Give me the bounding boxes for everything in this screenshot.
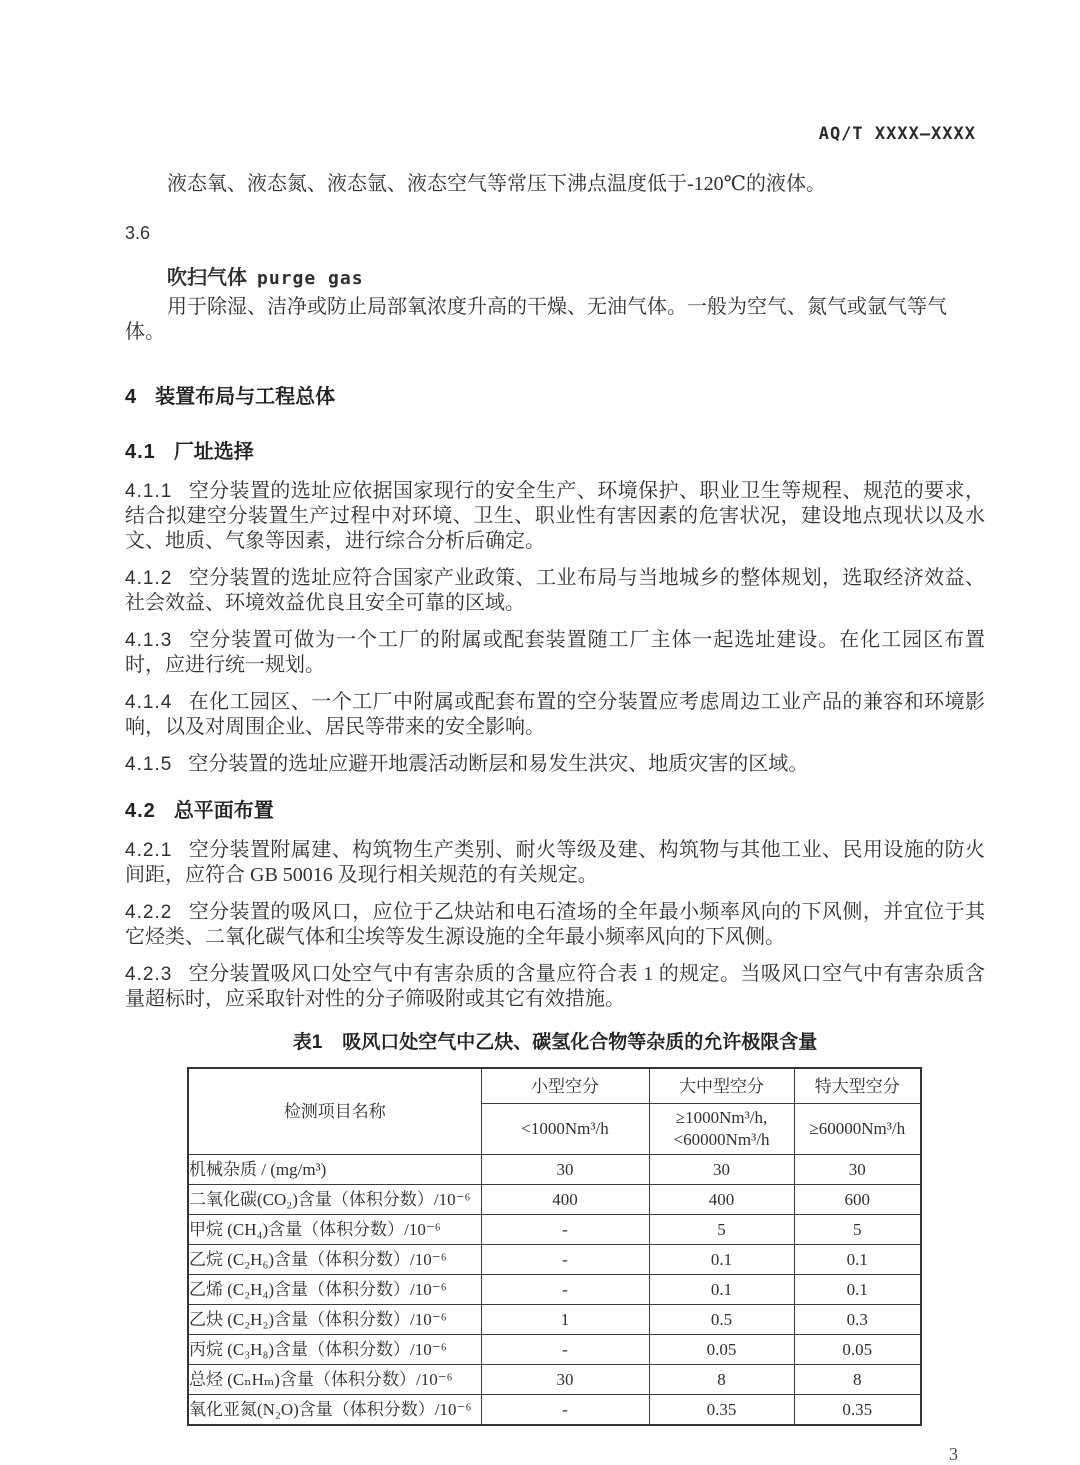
column-range-medium-line2: <60000Nm³/h <box>673 1130 770 1149</box>
row-value-small: - <box>481 1215 649 1245</box>
table-row <box>188 1365 921 1395</box>
section-4-title: 装置布局与工程总体 <box>155 386 336 408</box>
row-value-medium: 400 <box>649 1185 794 1215</box>
clause-text: 空分装置附属建、构筑物生产类别、耐火等级及建、构筑物与其他工业、民用设施的防火间距，应符合 GB 50016 及现行相关规范的有关规定。 <box>125 839 985 886</box>
clause-number: 4.1.3 <box>125 630 173 651</box>
row-value-medium: 0.05 <box>649 1335 794 1365</box>
row-value-medium: 30 <box>649 1155 794 1185</box>
clause-paragraph <box>125 962 985 1012</box>
row-value-medium: 0.35 <box>649 1395 794 1426</box>
row-value-small: 1 <box>481 1305 649 1335</box>
table-row <box>188 1275 921 1305</box>
row-value-small: - <box>481 1275 649 1305</box>
column-range-xlarge: ≥60000Nm³/h <box>794 1104 921 1155</box>
clause-text: 空分装置可做为一个工厂的附属或配套装置随工厂主体一起选址建设。在化工园区布置时，应进行统一规划。 <box>125 629 985 676</box>
clause-3-5-definition-text: 液态氧、液态氮、液态氩、液态空气等常压下沸点温度低于-120℃的液体。 <box>167 173 827 195</box>
clause-text: 空分装置吸风口处空气中有害杂质的含量应符合表 1 的规定。当吸风口空气中有害杂质含量超标时，应采取针对性的分子筛吸附或其它有效措施。 <box>125 963 985 1010</box>
table-row <box>188 1185 921 1215</box>
row-item-name: 乙烯 (C₂H₄)含量（体积分数）/10⁻⁶ <box>188 1275 481 1305</box>
term-chinese: 吹扫气体 <box>167 267 247 289</box>
clause-number: 4.1.4 <box>125 692 173 713</box>
section-4-1-heading <box>125 440 985 465</box>
column-range-small: <1000Nm³/h <box>481 1104 649 1155</box>
clause-paragraph <box>125 690 985 740</box>
term-entry <box>125 266 985 291</box>
column-range-medium <box>649 1104 794 1155</box>
row-value-small: - <box>481 1245 649 1275</box>
term-definition: 用于除湿、洁净或防止局部氧浓度升高的干燥、无油气体。一般为空气、氮气或氩气等气体。 <box>125 296 947 343</box>
row-value-small: - <box>481 1335 649 1365</box>
row-value-medium: 5 <box>649 1215 794 1245</box>
section-4-1-number: 4.1 <box>125 441 156 463</box>
section-4-number: 4 <box>125 386 138 408</box>
term-english: purge gas <box>257 268 364 289</box>
column-range-medium-line1: ≥1000Nm³/h, <box>675 1108 768 1127</box>
row-item-name: 总烃 (CₙHₘ)含量（体积分数）/10⁻⁶ <box>188 1365 481 1395</box>
row-item-name: 乙烷 (C₂H₆)含量（体积分数）/10⁻⁶ <box>188 1245 481 1275</box>
row-value-medium: 0.1 <box>649 1245 794 1275</box>
column-header-small-plant: 小型空分 <box>481 1068 649 1104</box>
row-value-xlarge: 8 <box>794 1365 921 1395</box>
table-row <box>188 1395 921 1426</box>
row-value-xlarge: 0.35 <box>794 1395 921 1426</box>
clause-text: 空分装置的吸风口，应位于乙炔站和电石渣场的全年最小频率风向的下风侧，并宜位于其它烃类、二氧化碳气体和尘埃等发生源设施的全年最小频率风向的下风侧。 <box>125 901 985 948</box>
row-value-xlarge: 30 <box>794 1155 921 1185</box>
row-item-name: 甲烷 (CH₄)含量（体积分数）/10⁻⁶ <box>188 1215 481 1245</box>
row-item-name: 氧化亚氮(N₂O)含量（体积分数）/10⁻⁶ <box>188 1395 481 1426</box>
column-header-xlarge-plant: 特大型空分 <box>794 1068 921 1104</box>
section-4-2-heading <box>125 799 985 824</box>
clause-number: 4.2.1 <box>125 840 173 861</box>
table-1-impurity-limits <box>187 1067 922 1426</box>
clause-paragraph <box>125 838 985 888</box>
column-header-medium-plant: 大中型空分 <box>649 1068 794 1104</box>
row-item-name: 乙炔 (C₂H₂)含量（体积分数）/10⁻⁶ <box>188 1305 481 1335</box>
row-value-small: - <box>481 1395 649 1426</box>
row-item-name: 机械杂质 / (mg/m³) <box>188 1155 481 1185</box>
row-value-xlarge: 5 <box>794 1215 921 1245</box>
clause-paragraph <box>125 752 985 777</box>
column-header-item-name: 检测项目名称 <box>188 1068 481 1155</box>
clause-number: 4.2.2 <box>125 902 173 923</box>
row-value-xlarge: 0.1 <box>794 1275 921 1305</box>
row-item-name: 丙烷 (C₃H₈)含量（体积分数）/10⁻⁶ <box>188 1335 481 1365</box>
table-header-row-titles <box>188 1068 921 1104</box>
clause-number: 4.1.5 <box>125 754 173 775</box>
row-value-xlarge: 0.05 <box>794 1335 921 1365</box>
clause-paragraph <box>125 628 985 678</box>
document-code-header: AQ/T XXXX—XXXX <box>818 124 976 144</box>
section-4-1-title: 厂址选择 <box>173 441 254 463</box>
row-value-xlarge: 0.1 <box>794 1245 921 1275</box>
row-value-xlarge: 600 <box>794 1185 921 1215</box>
clause-3-6-number: 3.6 <box>125 223 151 243</box>
row-value-small: 30 <box>481 1365 649 1395</box>
row-value-xlarge: 0.3 <box>794 1305 921 1335</box>
clause-paragraph <box>125 566 985 616</box>
section-4-heading <box>125 385 985 410</box>
section-4-2-number: 4.2 <box>125 800 156 822</box>
document-body <box>125 172 985 1426</box>
row-value-medium: 0.1 <box>649 1275 794 1305</box>
table-row <box>188 1215 921 1245</box>
clause-text: 在化工园区、一个工厂中附属或配套布置的空分装置应考虑周边工业产品的兼容和环境影响，以及对周围企业、居民等带来的安全影响。 <box>125 691 985 738</box>
row-value-small: 400 <box>481 1185 649 1215</box>
section-4-2-title: 总平面布置 <box>173 800 274 822</box>
table-1-caption <box>125 1030 985 1055</box>
clause-paragraph <box>125 900 985 950</box>
table-1-caption-text: 吸风口处空气中乙炔、碳氢化合物等杂质的允许极限含量 <box>342 1032 818 1053</box>
row-value-medium: 0.5 <box>649 1305 794 1335</box>
row-value-medium: 8 <box>649 1365 794 1395</box>
clause-text: 空分装置的选址应符合国家产业政策、工业布局与当地城乡的整体规划，选取经济效益、社会效益、环境效益优良且安全可靠的区域。 <box>125 567 985 614</box>
row-value-small: 30 <box>481 1155 649 1185</box>
row-item-name: 二氧化碳(CO₂)含量（体积分数）/10⁻⁶ <box>188 1185 481 1215</box>
clause-text: 空分装置的选址应避开地震活动断层和易发生洪灾、地质灾害的区域。 <box>188 753 809 775</box>
clause-paragraph <box>125 479 985 554</box>
table-row <box>188 1335 921 1365</box>
clause-number: 4.1.2 <box>125 568 173 589</box>
table-row <box>188 1155 921 1185</box>
table-1-caption-label: 表1 <box>292 1032 323 1053</box>
clause-text: 空分装置的选址应依据国家现行的安全生产、环境保护、职业卫生等规程、规范的要求，结合拟建空分装置生产过程中对环境、卫生、职业性有害因素的危害状况，建设地点现状以及水文、地质、气象等因素，进行综合分析后确定。 <box>125 480 985 552</box>
table-row <box>188 1305 921 1335</box>
table-row <box>188 1245 921 1275</box>
clause-number: 4.1.1 <box>125 481 173 502</box>
clause-number: 4.2.3 <box>125 964 173 985</box>
page-number: 3 <box>949 1444 958 1464</box>
